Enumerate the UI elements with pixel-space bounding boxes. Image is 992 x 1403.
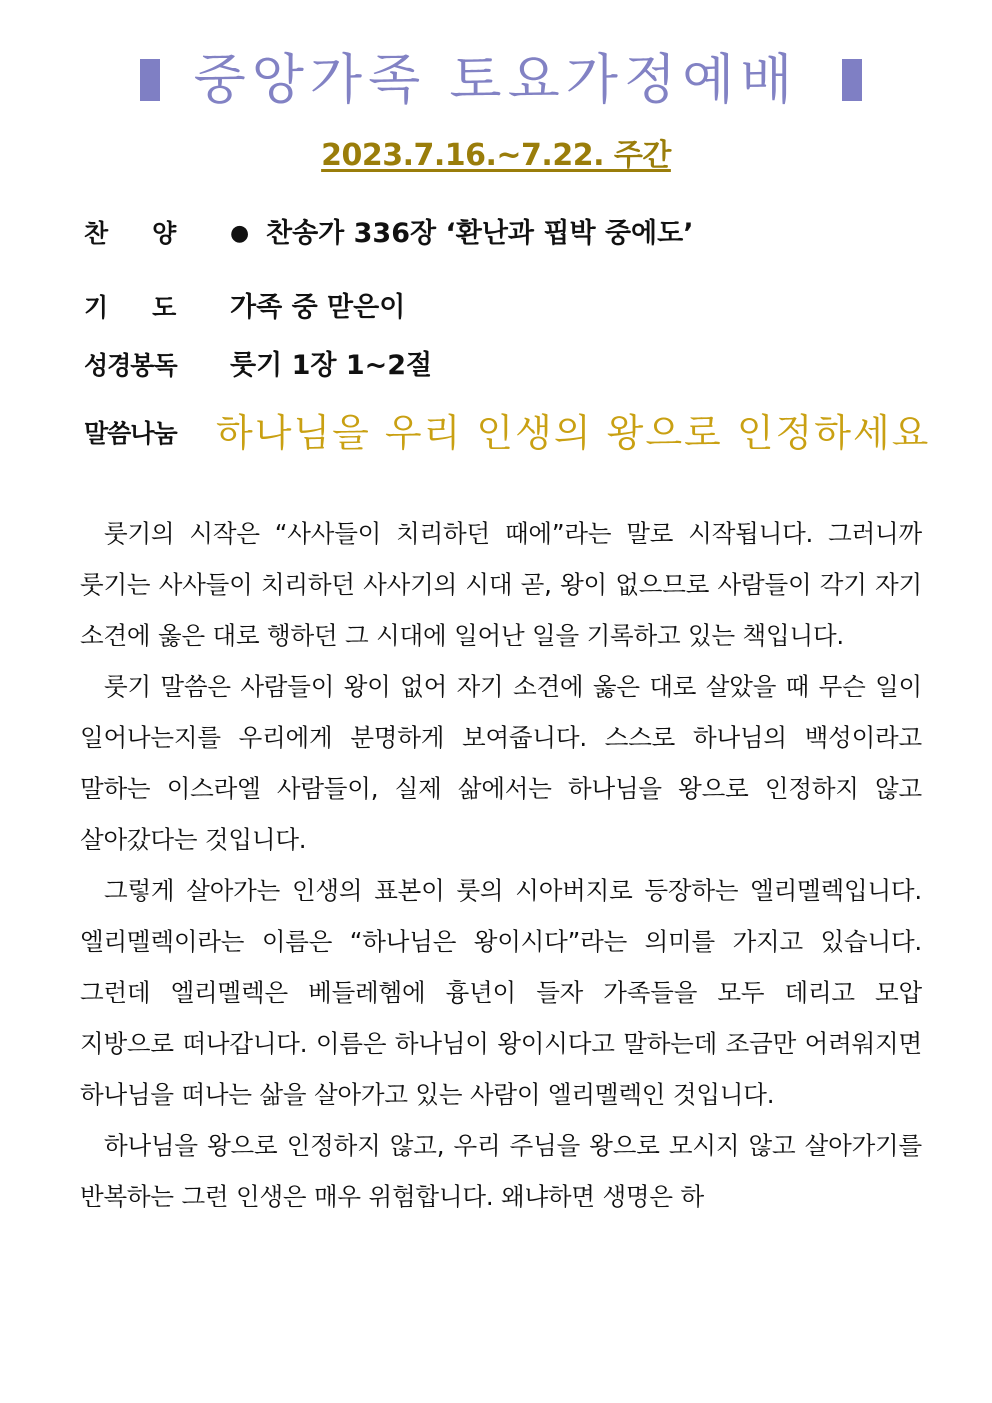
sermon-body bbox=[80, 508, 922, 1222]
sermon-title: 하나님을 우리 인생의 왕으로 인정하세요 bbox=[216, 411, 931, 455]
title-bar-left-decoration bbox=[140, 59, 160, 101]
hymn-label: 찬양 bbox=[84, 219, 221, 248]
body-paragraph: 룻기 말씀은 사람들이 왕이 없어 자기 소견에 옳은 대로 살았을 때 무슨 일이 일어나는지를 우리에게 분명하게 보여줍니다. 스스로 하나님의 백성이라고 말하는 이스라엘 사람들이, 실제 삶에서는 하나님을 왕으로 인정하지 않고 살아갔다는 것입니다. bbox=[80, 672, 922, 854]
body-paragraph: 하나님을 왕으로 인정하지 않고, 우리 주님을 왕으로 모시지 않고 살아가기를 반복하는 그런 인생은 매우 위험합니다. 왜냐하면 생명은 하 bbox=[80, 1131, 922, 1211]
reading-label: 성경봉독 bbox=[84, 351, 177, 380]
sermon-label: 말씀나눔 bbox=[84, 419, 177, 448]
reading-value: 룻기 1장 1~2절 bbox=[230, 350, 433, 381]
title-bar-right-decoration bbox=[842, 59, 862, 101]
prayer-label: 기도 bbox=[84, 293, 221, 322]
body-paragraph: 룻기의 시작은 “사사들이 치리하던 때에”라는 말로 시작됩니다. 그러니까 룻기는 사사들이 치리하던 사사기의 시대 곧, 왕이 없으므로 사람들이 각기 자기 소견에 옳은 대로 행하던 그 시대에 일어난 일을 기록하고 있는 책입니다. bbox=[80, 519, 922, 650]
body-paragraph: 그렇게 살아가는 인생의 표본이 룻의 시아버지로 등장하는 엘리멜렉입니다. 엘리멜렉이라는 이름은 “하나님은 왕이시다”라는 의미를 가지고 있습니다. 그런데 엘리멜렉은 베들레헴에 흉년이 들자 가족들을 모두 데리고 모압 지방으로 떠나갑니다. 이름은 하나님이 왕이시다고 말하는데 조금만 어려워지면 하나님을 떠나는 삶을 살아가고 있는 사람이 엘리멜렉인 것입니다. bbox=[80, 876, 922, 1109]
title-row bbox=[0, 45, 992, 115]
date-range: 2023.7.16.~7.22. 주간 bbox=[321, 138, 671, 173]
prayer-value: 가족 중 맏은이 bbox=[230, 292, 406, 323]
hymn-value: 찬송가 336장 ‘환난과 핍박 중에도’ bbox=[266, 218, 694, 249]
page-title: 중앙가족 토요가정예배 bbox=[193, 48, 799, 111]
bullet-icon: ● bbox=[230, 221, 250, 246]
